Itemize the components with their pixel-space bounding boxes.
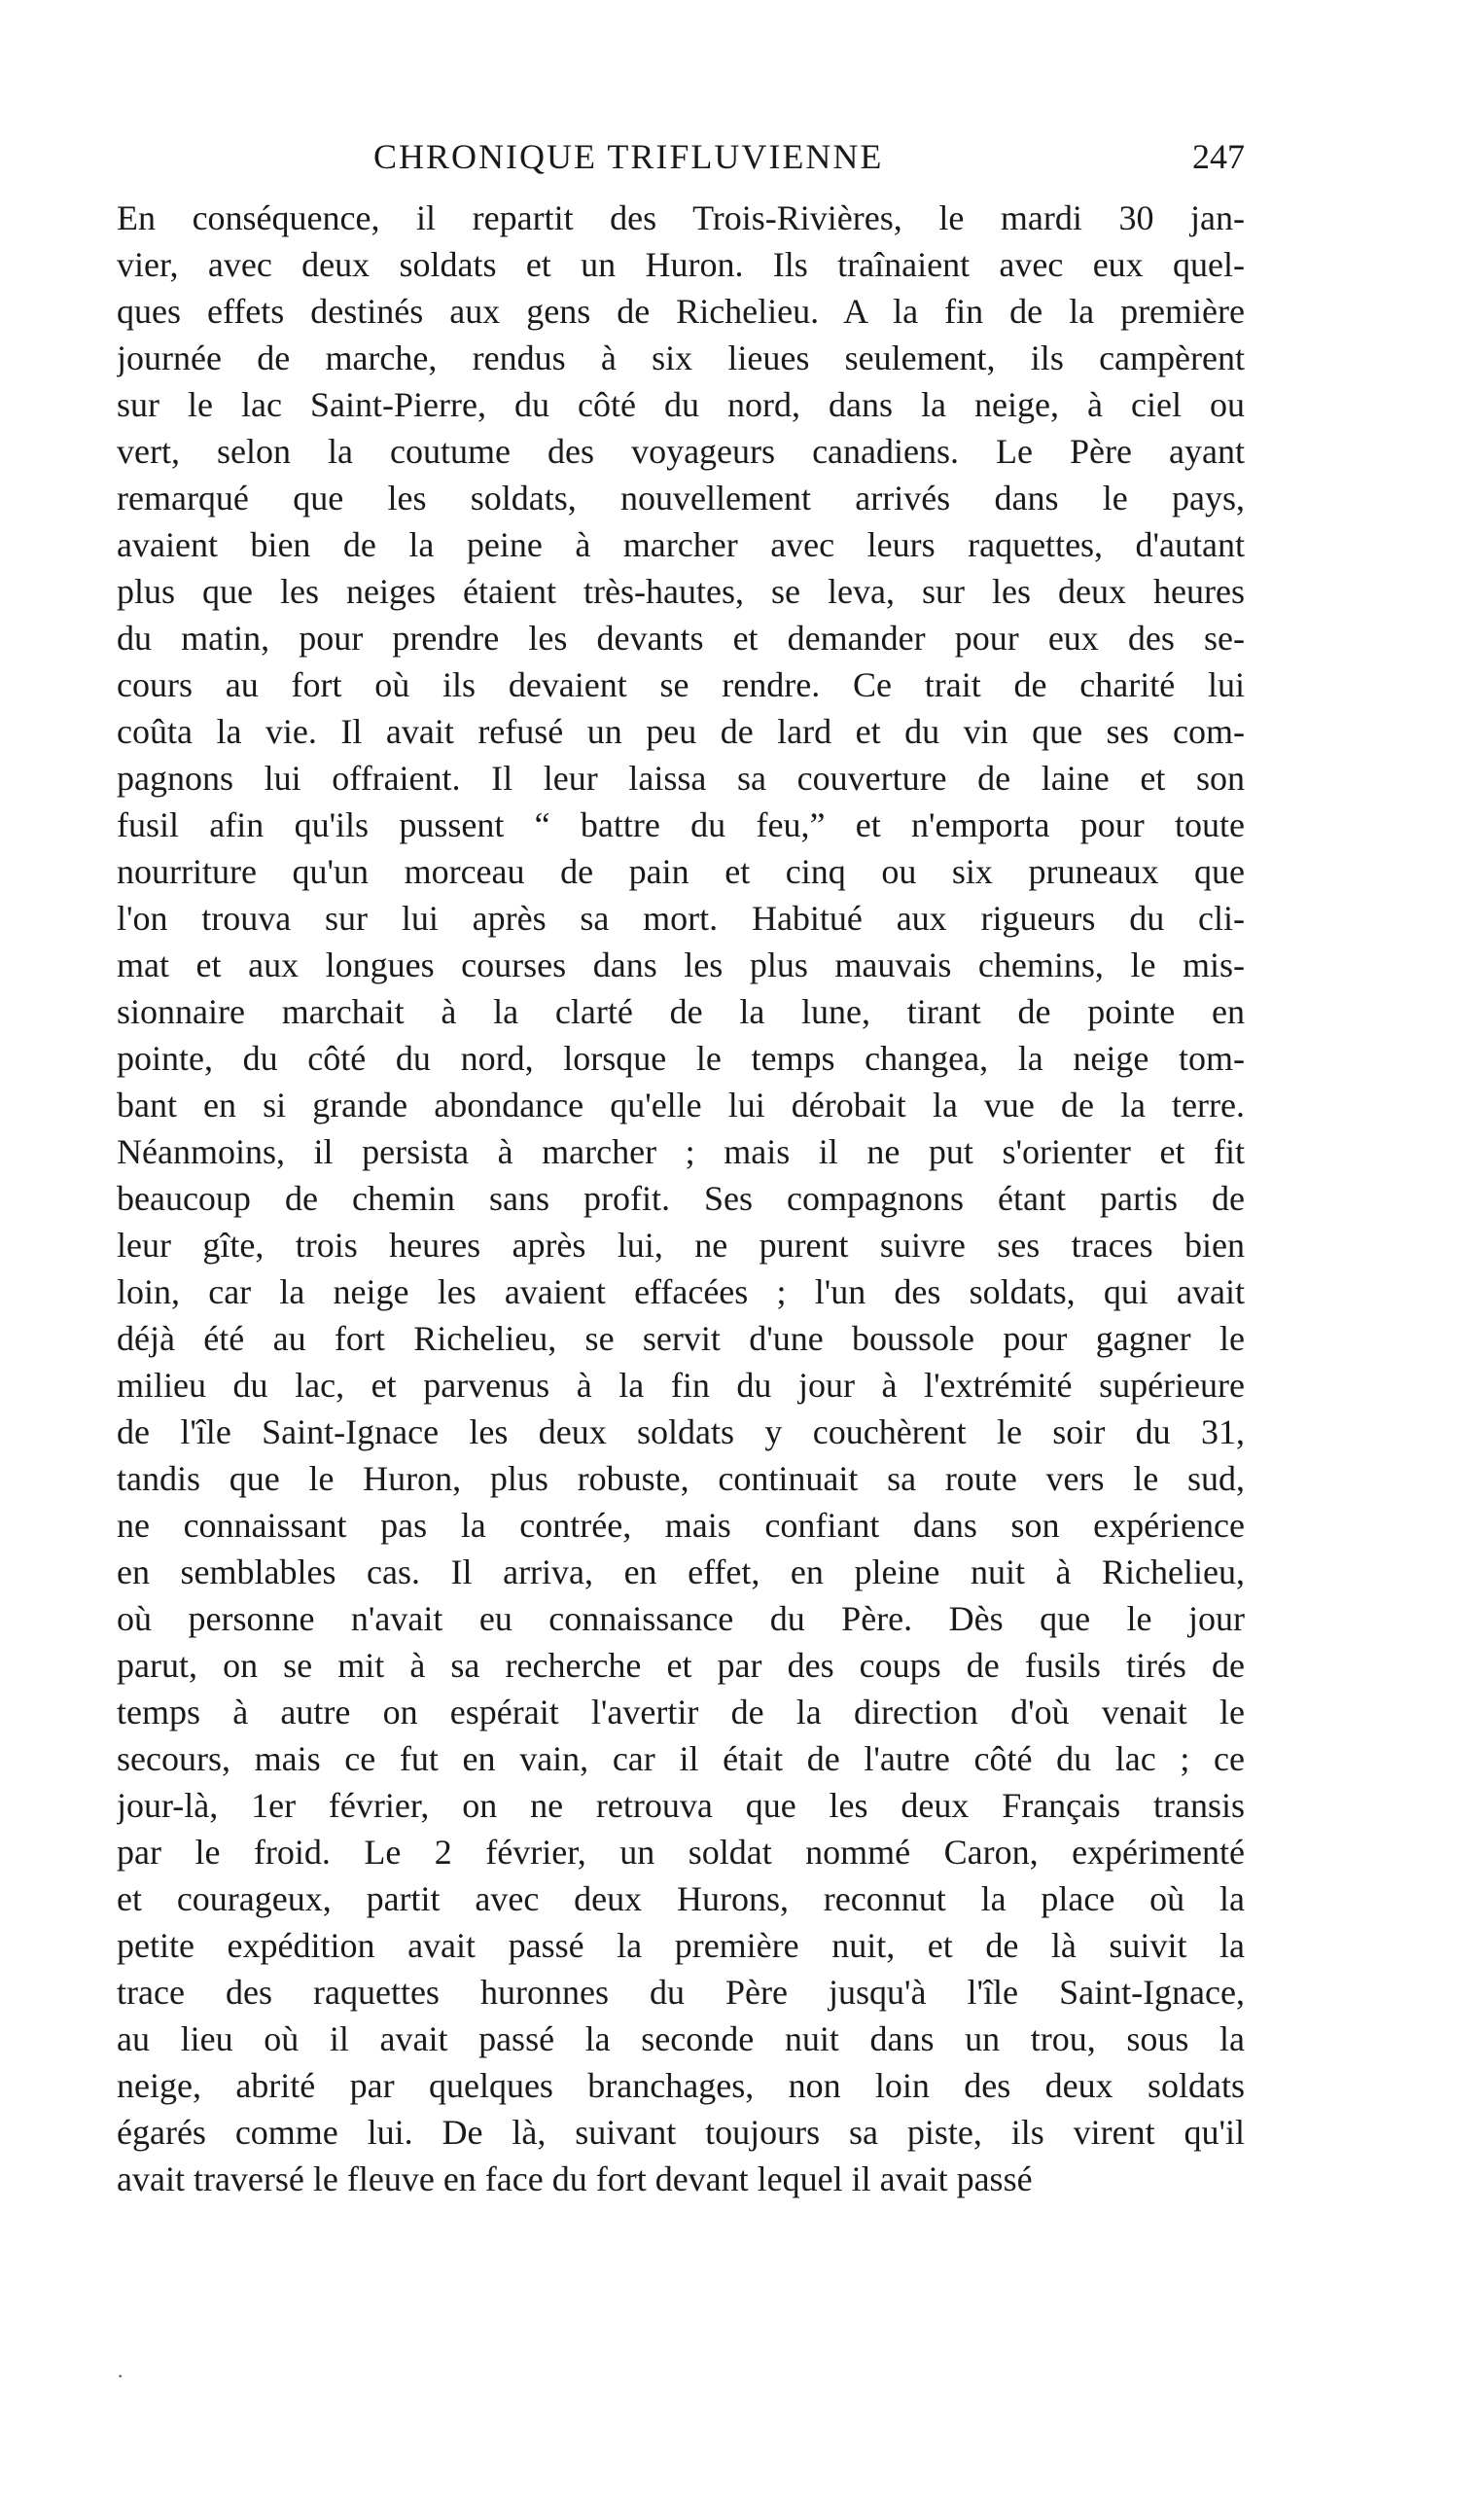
text-line: en semblables cas. Il arriva, en effet, en pleine nuit à Richelieu, [117, 1552, 1245, 1591]
text-line: En conséquence, il repartit des Trois-Rivières, le mardi 30 jan- [117, 198, 1245, 237]
body-text [117, 195, 1245, 2202]
text-line: déjà été au fort Richelieu, se servit d'une boussole pour gagner le [117, 1319, 1245, 1358]
text-line: coûta la vie. Il avait refusé un peu de lard et du vin que ses com- [117, 712, 1245, 751]
text-line: de l'île Saint-Ignace les deux soldats y couchèrent le soir du 31, [117, 1412, 1245, 1451]
text-line: loin, car la neige les avaient effacées ; l'un des soldats, qui avait [117, 1272, 1245, 1311]
text-line: cours au fort où ils devaient se rendre. Ce trait de charité lui [117, 665, 1245, 704]
text-line: égarés comme lui. De là, suivant toujours sa piste, ils virent qu'il [117, 2113, 1245, 2152]
text-line: et courageux, partit avec deux Hurons, reconnut la place où la [117, 1879, 1245, 1918]
text-line: avaient bien de la peine à marcher avec leurs raquettes, d'autant [117, 525, 1245, 564]
text-line: beaucoup de chemin sans profit. Ses compagnons étant partis de [117, 1179, 1245, 1218]
text-line: avait traversé le fleuve en face du fort devant lequel il avait passé [117, 2159, 1033, 2198]
text-line: nourriture qu'un morceau de pain et cinq ou six pruneaux que [117, 852, 1245, 891]
text-line: ques effets destinés aux gens de Richelieu. A la fin de la première [117, 292, 1245, 331]
text-line: temps à autre on espérait l'avertir de la direction d'où venait le [117, 1693, 1245, 1731]
text-line: l'on trouva sur lui après sa mort. Habitué aux rigueurs du cli- [117, 899, 1245, 938]
text-line: milieu du lac, et parvenus à la fin du jour à l'extrémité supérieure [117, 1366, 1245, 1405]
text-line: secours, mais ce fut en vain, car il était de l'autre côté du lac ; ce [117, 1739, 1245, 1778]
text-line: au lieu où il avait passé la seconde nuit dans un trou, sous la [117, 2019, 1245, 2058]
text-line: pointe, du côté du nord, lorsque le temps changea, la neige tom- [117, 1039, 1245, 1078]
text-line: trace des raquettes huronnes du Père jusqu'à l'île Saint-Ignace, [117, 1973, 1245, 2012]
text-line: ne connaissant pas la contrée, mais confiant dans son expérience [117, 1506, 1245, 1545]
margin-mark: · [117, 2364, 124, 2388]
text-line: du matin, pour prendre les devants et demander pour eux des se- [117, 619, 1245, 658]
text-line: bant en si grande abondance qu'elle lui dérobait la vue de la terre. [117, 1086, 1245, 1124]
text-line: remarqué que les soldats, nouvellement arrivés dans le pays, [117, 479, 1245, 517]
text-line: vert, selon la coutume des voyageurs canadiens. Le Père ayant [117, 432, 1245, 471]
page-header [117, 136, 1245, 185]
text-line: neige, abrité par quelques branchages, non loin des deux soldats [117, 2066, 1245, 2105]
text-line: leur gîte, trois heures après lui, ne purent suivre ses traces bien [117, 1226, 1245, 1265]
text-line: sionnaire marchait à la clarté de la lune, tirant de pointe en [117, 992, 1245, 1031]
page-number: 247 [1192, 137, 1245, 176]
running-title: CHRONIQUE TRIFLUVIENNE [373, 137, 884, 176]
text-line: plus que les neiges étaient très-hautes, se leva, sur les deux heures [117, 572, 1245, 611]
text-line: pagnons lui offraient. Il leur laissa sa couverture de laine et son [117, 759, 1245, 798]
text-line: journée de marche, rendus à six lieues seulement, ils campèrent [117, 339, 1245, 377]
text-line: où personne n'avait eu connaissance du Père. Dès que le jour [117, 1599, 1245, 1638]
text-line: mat et aux longues courses dans les plus mauvais chemins, le mis- [117, 946, 1245, 984]
text-line: vier, avec deux soldats et un Huron. Ils traînaient avec eux quel- [117, 245, 1245, 284]
text-line: fusil afin qu'ils pussent “ battre du feu,” et n'emporta pour toute [117, 805, 1245, 844]
text-line: jour-là, 1er février, on ne retrouva que les deux Français transis [117, 1786, 1245, 1825]
text-line: parut, on se mit à sa recherche et par des coups de fusils tirés de [117, 1646, 1245, 1685]
text-line: sur le lac Saint-Pierre, du côté du nord, dans la neige, à ciel ou [117, 385, 1245, 424]
text-line: Néanmoins, il persista à marcher ; mais il ne put s'orienter et fit [117, 1132, 1245, 1171]
text-line: petite expédition avait passé la première nuit, et de là suivit la [117, 1926, 1245, 1965]
text-line: par le froid. Le 2 février, un soldat nommé Caron, expérimenté [117, 1833, 1245, 1872]
text-line: tandis que le Huron, plus robuste, continuait sa route vers le sud, [117, 1459, 1245, 1498]
